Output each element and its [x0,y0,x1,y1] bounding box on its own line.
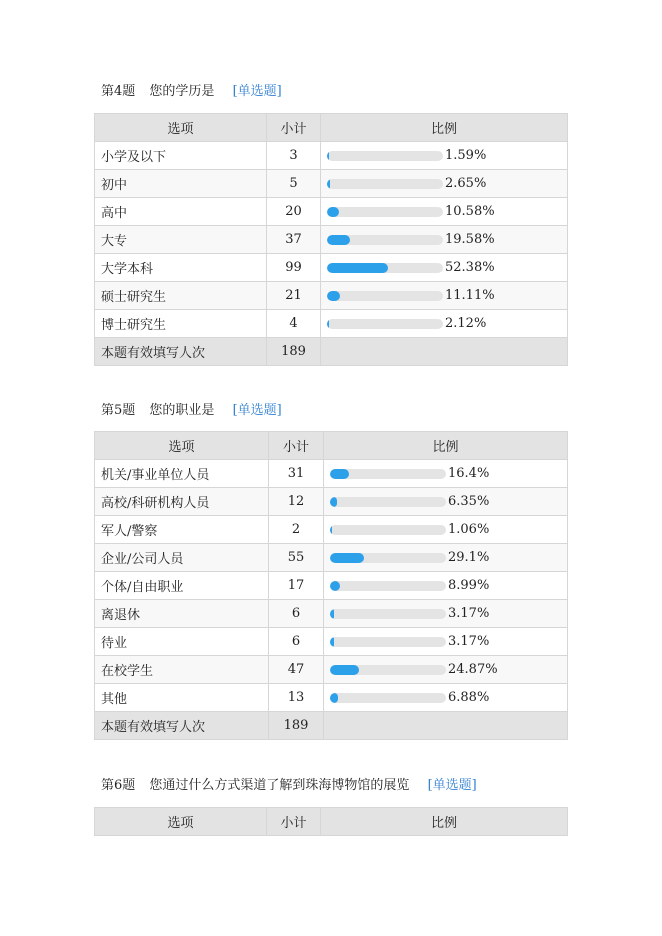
percent-bar [327,263,443,273]
total-count: 189 [267,338,321,366]
percent-text: 16.4% [448,466,490,481]
question-type-tag[interactable]: [单选题] [232,84,282,99]
percent-bar-fill [330,497,337,507]
percent-bar-fill [330,637,334,647]
percent-bar [330,609,446,619]
percent-text: 52.38% [445,260,495,275]
option-count: 47 [269,656,324,684]
column-header-count: 小计 [267,808,321,836]
option-label: 大专 [95,226,267,254]
table-row [95,282,568,310]
question-4-table [94,113,568,366]
percent-bar-fill [330,469,349,479]
percent-bar-fill [330,665,359,675]
option-label: 小学及以下 [95,142,267,170]
column-header-count: 小计 [267,114,321,142]
option-label: 军人/警察 [95,516,269,544]
percent-bar [330,553,446,563]
percent-text: 6.88% [448,690,490,705]
total-row [95,338,568,366]
percent-bar [330,469,446,479]
option-count: 21 [267,282,321,310]
option-label: 企业/公司人员 [95,544,269,572]
percent-bar [330,525,446,535]
option-ratio [324,572,568,600]
option-label: 在校学生 [95,656,269,684]
total-count: 189 [269,712,324,740]
total-ratio-empty [321,338,568,366]
table-header-row [95,808,568,836]
percent-bar-fill [330,525,332,535]
option-label: 个体/自由职业 [95,572,269,600]
option-count: 13 [269,684,324,712]
percent-text: 10.58% [445,204,495,219]
option-ratio [321,170,568,198]
percent-bar [330,665,446,675]
table-row [95,226,568,254]
option-ratio [321,198,568,226]
option-count: 99 [267,254,321,282]
option-ratio [321,142,568,170]
question-type-tag[interactable]: [单选题] [232,403,282,418]
percent-text: 1.06% [448,522,490,537]
percent-bar-fill [327,151,329,161]
option-count: 6 [269,628,324,656]
question-text: 您的学历是 [149,84,215,99]
percent-text: 1.59% [445,148,487,163]
option-count: 55 [269,544,324,572]
percent-text: 2.12% [445,316,487,331]
column-header-ratio: 比例 [324,432,568,460]
column-header-ratio: 比例 [321,808,568,836]
option-ratio [324,628,568,656]
option-count: 2 [269,516,324,544]
option-count: 5 [267,170,321,198]
option-count: 31 [269,460,324,488]
column-header-count: 小计 [269,432,324,460]
question-5-title [101,399,282,418]
percent-bar [330,637,446,647]
percent-bar-fill [327,207,339,217]
option-ratio [321,282,568,310]
percent-bar [330,693,446,703]
percent-text: 29.1% [448,550,490,565]
option-label: 博士研究生 [95,310,267,338]
percent-bar [327,291,443,301]
column-header-option: 选项 [95,808,267,836]
percent-bar-fill [330,693,338,703]
option-label: 其他 [95,684,269,712]
table-row [95,310,568,338]
total-label: 本题有效填写人次 [95,712,269,740]
percent-bar-fill [327,263,388,273]
question-text: 您通过什么方式渠道了解到珠海博物馆的展览 [149,778,410,793]
option-ratio [324,656,568,684]
question-text: 您的职业是 [149,403,215,418]
percent-bar [330,497,446,507]
question-4-title [101,80,282,99]
option-label: 高校/科研机构人员 [95,488,269,516]
table-row [95,544,568,572]
option-count: 3 [267,142,321,170]
percent-bar-fill [327,291,340,301]
option-count: 12 [269,488,324,516]
option-label: 高中 [95,198,267,226]
option-ratio [324,600,568,628]
column-header-ratio: 比例 [321,114,568,142]
option-ratio [324,488,568,516]
option-ratio [321,226,568,254]
percent-bar-fill [327,319,329,329]
option-label: 离退休 [95,600,269,628]
table-row [95,656,568,684]
table-row [95,254,568,282]
percent-bar-fill [330,553,364,563]
option-count: 17 [269,572,324,600]
option-label: 机关/事业单位人员 [95,460,269,488]
table-row [95,684,568,712]
percent-bar [327,179,443,189]
percent-text: 19.58% [445,232,495,247]
option-ratio [324,684,568,712]
option-label: 大学本科 [95,254,267,282]
table-row [95,516,568,544]
table-row [95,198,568,226]
percent-text: 6.35% [448,494,490,509]
percent-text: 3.17% [448,634,490,649]
percent-bar [327,319,443,329]
percent-text: 2.65% [445,176,487,191]
percent-bar-fill [327,235,350,245]
option-count: 37 [267,226,321,254]
column-header-option: 选项 [95,432,269,460]
option-count: 4 [267,310,321,338]
percent-text: 11.11% [445,288,495,303]
table-header-row [95,114,568,142]
option-ratio [324,516,568,544]
question-number: 第4题 [101,84,136,99]
option-label: 初中 [95,170,267,198]
question-5-table [94,431,568,740]
total-row [95,712,568,740]
percent-bar-fill [327,179,330,189]
table-row [95,628,568,656]
percent-text: 8.99% [448,578,490,593]
option-count: 6 [269,600,324,628]
question-number: 第6题 [101,778,136,793]
question-type-tag[interactable]: [单选题] [427,778,477,793]
total-ratio-empty [324,712,568,740]
option-count: 20 [267,198,321,226]
percent-bar [330,581,446,591]
percent-text: 24.87% [448,662,498,677]
table-row [95,600,568,628]
table-header-row [95,432,568,460]
option-label: 待业 [95,628,269,656]
percent-bar-fill [330,581,340,591]
option-ratio [321,310,568,338]
table-row [95,488,568,516]
total-label: 本题有效填写人次 [95,338,267,366]
option-label: 硕士研究生 [95,282,267,310]
percent-bar [327,235,443,245]
table-row [95,460,568,488]
percent-bar-fill [330,609,334,619]
question-6-table [94,807,568,836]
option-ratio [324,460,568,488]
option-ratio [321,254,568,282]
table-row [95,142,568,170]
table-row [95,170,568,198]
percent-text: 3.17% [448,606,490,621]
table-row [95,572,568,600]
question-number: 第5题 [101,403,136,418]
column-header-option: 选项 [95,114,267,142]
percent-bar [327,207,443,217]
question-6-title [101,774,477,793]
option-ratio [324,544,568,572]
percent-bar [327,151,443,161]
